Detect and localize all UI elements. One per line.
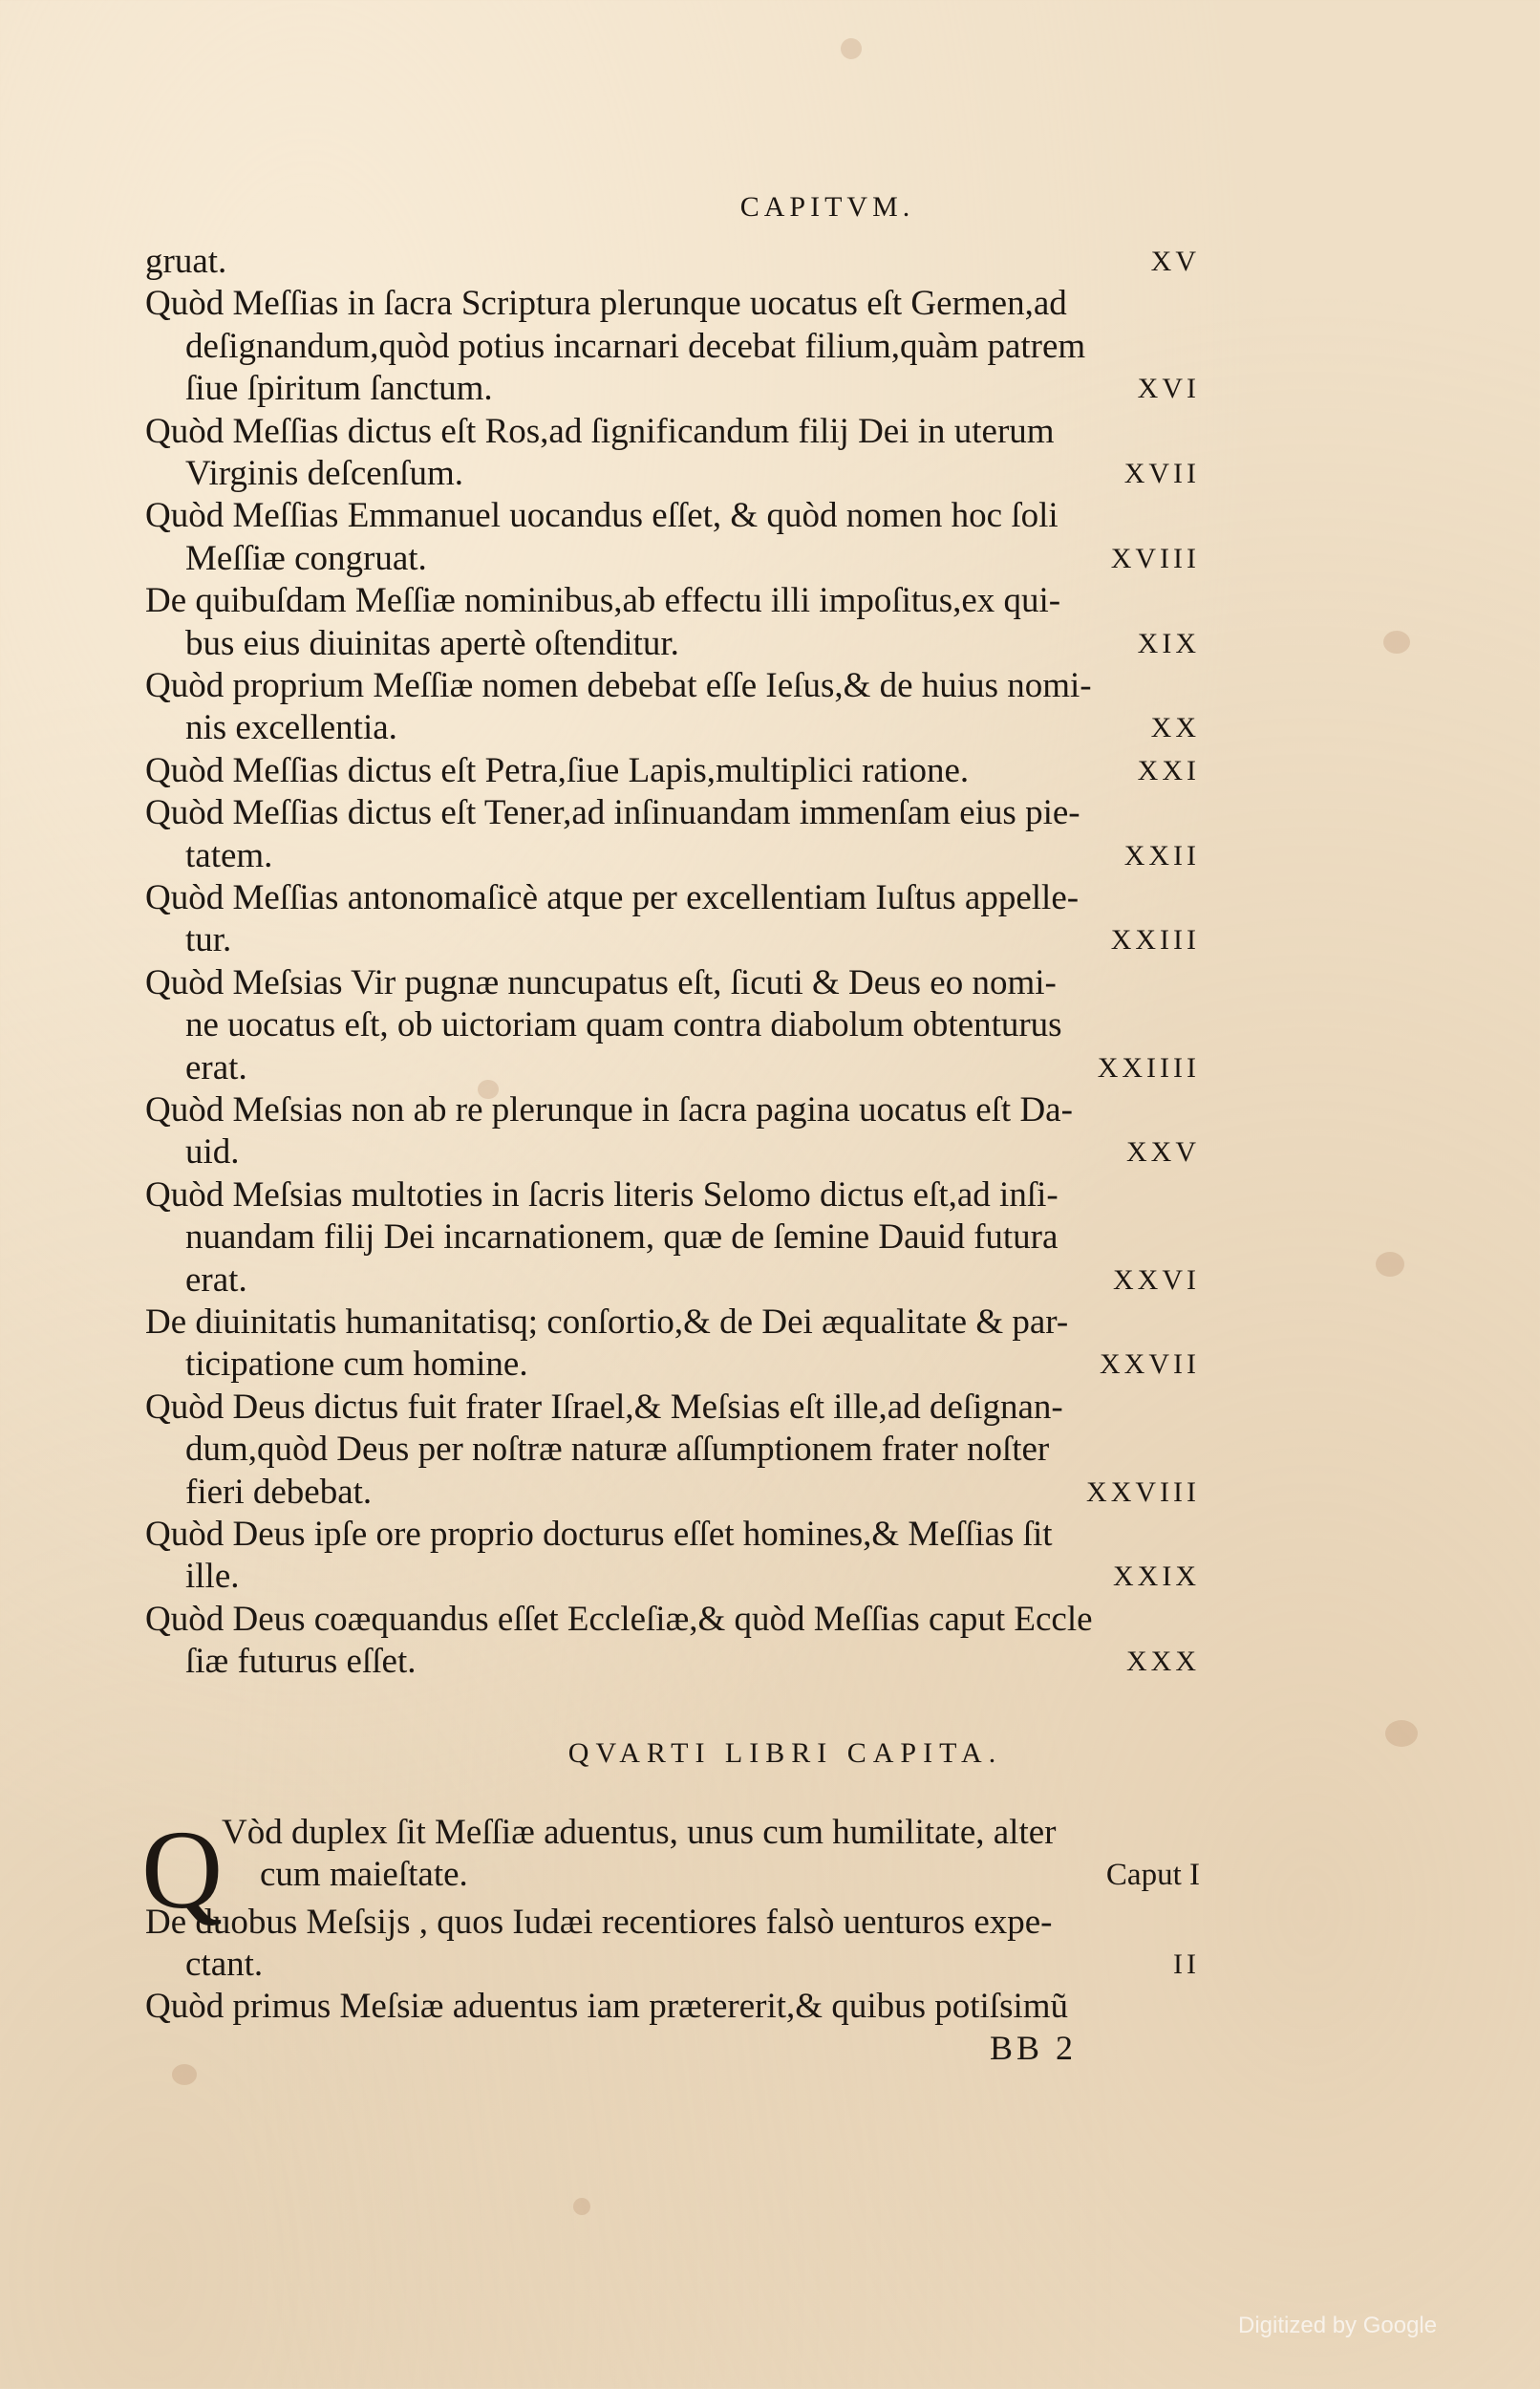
signature-mark: BB 2 <box>990 2029 1078 2067</box>
chapter-numeral: XXIX <box>1113 1560 1200 1593</box>
chapter-entry-line <box>145 1472 1200 1514</box>
chapter-numeral: XVII <box>1123 458 1200 489</box>
chapter-entry-line <box>145 919 1200 961</box>
entry-text: bus eius diuinitas apertè oſtenditur. <box>185 623 679 663</box>
chapter-numeral: XXI <box>1137 754 1200 786</box>
chapter-numeral: XXVIII <box>1086 1475 1200 1508</box>
foxing-spot <box>172 2064 197 2085</box>
chapter-entry-line <box>260 1854 1200 1896</box>
entry-text: erat. <box>185 1047 247 1087</box>
chapter-entry-line <box>145 877 1200 919</box>
entry-text: Quòd Meſſias dictus eſt Ros,ad ſignificandum filij Dei in uterum <box>145 411 1055 451</box>
chapter-entry-line <box>145 1556 1200 1598</box>
foxing-spot <box>841 38 862 59</box>
chapter-entry-line <box>145 538 1200 580</box>
entry-text: nuandam filij Dei incarnationem, quæ de ſemine Dauid futura <box>185 1217 1059 1258</box>
entry-text: Quòd Deus coæquandus eſſet Eccleſiæ,& quòd Meſſias caput Eccle <box>145 1599 1093 1639</box>
chapter-entry-line <box>145 835 1200 877</box>
chapter-numeral: XXIII <box>1110 924 1200 957</box>
chapter-numeral: XXVI <box>1113 1263 1200 1296</box>
chapter-entry-line <box>145 326 1200 368</box>
chapter-entry-line <box>145 1089 1200 1131</box>
entry-text: ille. <box>185 1557 240 1597</box>
entry-text: Quòd Deus dictus fuit frater Iſrael,& Meſsias eſt ille,ad deſignan- <box>145 1387 1063 1427</box>
chapter-entry-line <box>145 1047 1200 1089</box>
chapter-entry-line <box>145 962 1200 1004</box>
entry-text: Quòd Meſsias Vir pugnæ nuncupatus eſt, ſicuti & Deus eo nomi- <box>145 962 1057 1002</box>
chapter-entry-line <box>145 1302 1200 1344</box>
entry-text: tatem. <box>185 835 273 875</box>
entry-text: Quòd Meſſias Emmanuel uocandus eſſet, & quòd nomen hoc ſoli <box>145 496 1059 536</box>
chapter-entry-line <box>145 580 1200 622</box>
entry-text: Quòd Meſſias in ſacra Scriptura plerunque uocatus eſt Germen,ad <box>145 284 1067 324</box>
entry-text: Meſſiæ congruat. <box>185 538 427 578</box>
chapter-numeral: XXVII <box>1100 1348 1200 1381</box>
entry-text: ctant. <box>185 1945 264 1984</box>
chapter-entry-line <box>145 1514 1200 1556</box>
chapter-entry-line <box>145 411 1200 453</box>
running-header: CAPITVM. <box>739 191 915 223</box>
drop-cap-initial: Q <box>141 1807 224 1932</box>
entry-text: Quòd Meſſias dictus eſt Tener,ad inſinuandam immenſam eius pie- <box>145 793 1080 833</box>
entry-text: Virginis deſcenſum. <box>185 454 463 493</box>
chapter-entry-line <box>145 453 1200 495</box>
chapter-numeral: XV <box>1150 246 1200 277</box>
chapter-numeral: XXV <box>1126 1136 1200 1169</box>
entry-text: dum,quòd Deus per noſtræ naturæ aſſumptionem frater noſter <box>185 1430 1050 1470</box>
chapter-entry-line <box>145 283 1200 325</box>
chapter-numeral: XXII <box>1123 839 1200 872</box>
entry-text: cum maieſtate. <box>260 1855 468 1894</box>
chapter-entry-line <box>145 665 1200 707</box>
chapter-entry-line <box>222 1812 1276 1854</box>
chapter-entry-line <box>145 1004 1200 1046</box>
chapter-entry-line <box>145 495 1200 537</box>
chapter-entry-line <box>145 750 1200 792</box>
entry-text: gruat. <box>145 242 227 281</box>
entry-text: uid. <box>185 1132 240 1173</box>
chapter-numeral: XVIII <box>1110 542 1200 574</box>
entry-text: De quibuſdam Meſſiæ nominibus,ab effectu illi impoſitus,ex qui- <box>145 581 1061 621</box>
entry-text: Quòd Deus ipſe ore proprio docturus eſſet homines,& Meſſias ſit <box>145 1515 1053 1554</box>
chapter-entry-line <box>145 1429 1200 1471</box>
entry-text: ſiue ſpiritum ſanctum. <box>185 369 493 409</box>
entry-text: nis excellentia. <box>185 708 397 748</box>
chapter-entry-line <box>145 1174 1200 1216</box>
entry-text: Vòd duplex ſit Meſſiæ aduentus, unus cum humilitate, alter <box>222 1813 1057 1852</box>
chapter-entry-line <box>145 1387 1200 1429</box>
foxing-spot <box>573 2198 590 2215</box>
chapter-entry-line <box>145 368 1200 410</box>
chapter-numeral: II <box>1173 1948 1200 1980</box>
chapter-entry-line <box>145 623 1200 665</box>
entry-text: erat. <box>185 1259 247 1300</box>
chapter-entry-line <box>145 1599 1200 1641</box>
chapter-entry-line <box>145 1902 1200 1944</box>
foxing-spot <box>1383 631 1410 654</box>
chapter-entry-line <box>145 241 1200 283</box>
entry-text: Quòd primus Meſsiæ aduentus iam prætererit,& quibus potiſsimũ <box>145 1987 1069 2026</box>
chapter-entry-line <box>145 1131 1200 1173</box>
chapter-entry-line <box>145 1944 1200 1986</box>
entry-text: deſignandum,quòd potius incarnari decebat filium,quàm patrem <box>185 326 1086 366</box>
chapter-numeral: XX <box>1150 712 1200 744</box>
watermark: Digitized by Google <box>1238 2313 1438 2338</box>
section-heading: QVARTI LIBRI CAPITA. <box>567 1737 1003 1769</box>
chapter-numeral: XIX <box>1137 627 1200 659</box>
entry-text: ne uocatus eſt, ob uictoriam quam contra diabolum obtenturus <box>185 1005 1062 1045</box>
chapter-entry-line <box>145 1216 1200 1259</box>
entry-text: tur. <box>185 920 232 960</box>
chapter-entry-line <box>145 1641 1200 1683</box>
chapter-numeral: XVI <box>1137 373 1200 405</box>
entry-text: fieri debebat. <box>185 1472 373 1512</box>
chapter-numeral: XXIIII <box>1097 1051 1200 1084</box>
entry-text: ticipatione cum homine. <box>185 1345 528 1385</box>
chapter-entry-line <box>145 1344 1200 1386</box>
entry-text: Quòd Meſsias multoties in ſacris literis Selomo dictus eſt,ad inſi- <box>145 1174 1059 1215</box>
entry-text: De duobus Meſsijs , quos Iudæi recentiores falsò uenturos expe- <box>145 1903 1053 1942</box>
entry-text: Quòd proprium Meſſiæ nomen debebat eſſe Ieſus,& de huius nomi- <box>145 666 1092 705</box>
chapter-entry-line <box>145 1986 1200 2028</box>
chapter-entry-line <box>145 1259 1200 1302</box>
entry-text: Quòd Meſsias non ab re plerunque in ſacra pagina uocatus eſt Da- <box>145 1090 1073 1130</box>
chapter-numeral: Caput I <box>1105 1858 1200 1892</box>
chapter-entry-line <box>145 792 1200 834</box>
chapter-numeral: XXX <box>1126 1646 1200 1678</box>
entry-text: ſiæ futurus eſſet. <box>185 1642 417 1682</box>
entry-text: Quòd Meſſias dictus eſt Petra,ſiue Lapis,multiplici ratione. <box>145 750 970 790</box>
foxing-spot <box>1376 1252 1404 1277</box>
entry-text: Quòd Meſſias antonomaſicè atque per excellentiam Iuſtus appelle- <box>145 878 1080 917</box>
chapter-entry-line <box>145 707 1200 749</box>
entry-text: De diuinitatis humanitatisq; conſortio,& de Dei æqualitate & par- <box>145 1302 1069 1342</box>
